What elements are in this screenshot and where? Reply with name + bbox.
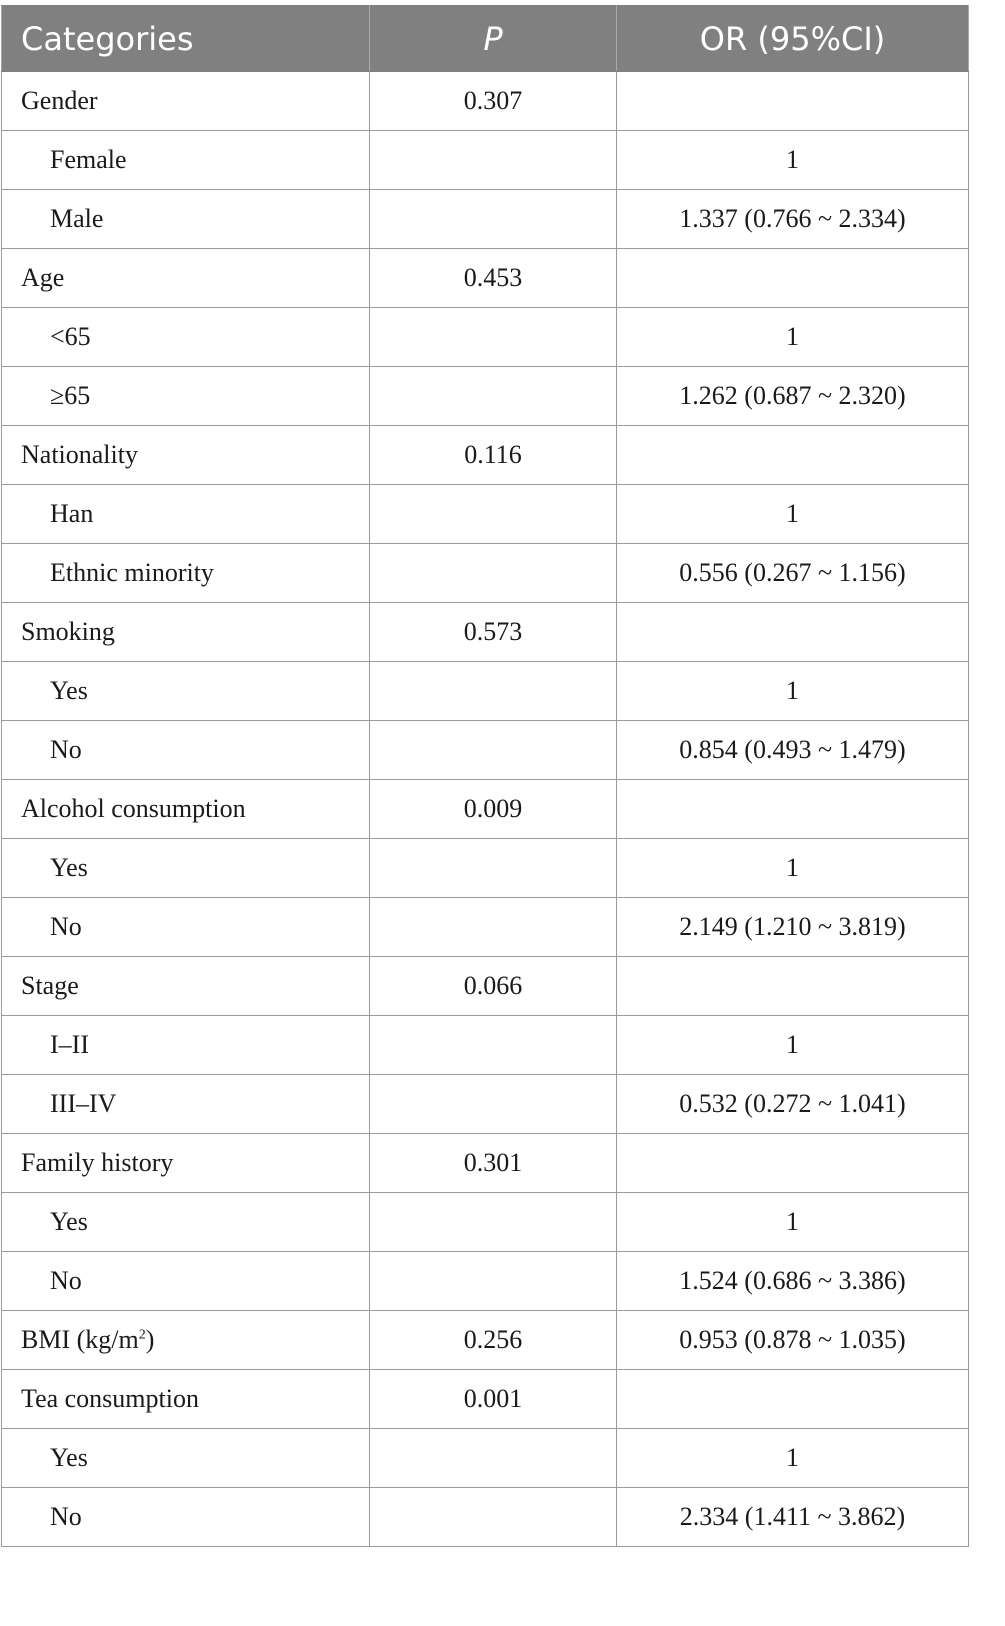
odds-ratio-cell <box>617 957 969 1016</box>
odds-ratio-cell: 1.262 (0.687 ~ 2.320) <box>617 367 969 426</box>
odds-ratio-cell <box>617 603 969 662</box>
table-row <box>2 662 969 721</box>
header-categories: Categories <box>2 6 370 72</box>
category-cell: Gender <box>2 72 370 131</box>
bmi-superscript: 2 <box>138 1327 146 1343</box>
category-cell: <65 <box>2 308 370 367</box>
p-value-cell <box>370 1075 617 1134</box>
odds-ratio-cell <box>617 780 969 839</box>
p-value-cell <box>370 839 617 898</box>
bmi-label-tail: ) <box>145 1325 155 1354</box>
category-cell: III–IV <box>2 1075 370 1134</box>
category-cell: Tea consumption <box>2 1370 370 1429</box>
table-row <box>2 367 969 426</box>
table-row <box>2 131 969 190</box>
table-row <box>2 308 969 367</box>
category-cell: Stage <box>2 957 370 1016</box>
category-cell: Ethnic minority <box>2 544 370 603</box>
category-cell: Male <box>2 190 370 249</box>
table-row <box>2 721 969 780</box>
p-value-cell <box>370 308 617 367</box>
category-cell: No <box>2 1488 370 1547</box>
p-value-cell <box>370 1252 617 1311</box>
odds-ratio-cell: 0.556 (0.267 ~ 1.156) <box>617 544 969 603</box>
odds-ratio-cell: 0.953 (0.878 ~ 1.035) <box>617 1311 969 1370</box>
category-cell: I–II <box>2 1016 370 1075</box>
p-value-cell <box>370 898 617 957</box>
p-value-cell: 0.307 <box>370 72 617 131</box>
odds-ratio-cell <box>617 1134 969 1193</box>
odds-ratio-cell <box>617 72 969 131</box>
odds-ratio-cell: 1.524 (0.686 ~ 3.386) <box>617 1252 969 1311</box>
odds-ratio-cell <box>617 1370 969 1429</box>
p-value-cell <box>370 721 617 780</box>
odds-ratio-cell: 1 <box>617 308 969 367</box>
table-row <box>2 1075 969 1134</box>
table-row <box>2 249 969 308</box>
p-value-cell <box>370 485 617 544</box>
odds-ratio-cell: 0.854 (0.493 ~ 1.479) <box>617 721 969 780</box>
category-cell: Family history <box>2 1134 370 1193</box>
odds-ratio-cell: 1 <box>617 662 969 721</box>
category-cell: Han <box>2 485 370 544</box>
table-row <box>2 898 969 957</box>
p-value-cell <box>370 662 617 721</box>
category-cell: Yes <box>2 1429 370 1488</box>
category-cell: Yes <box>2 662 370 721</box>
table-row <box>2 1016 969 1075</box>
p-value-cell <box>370 1016 617 1075</box>
results-table <box>1 5 969 1547</box>
category-cell: No <box>2 898 370 957</box>
p-value-cell: 0.066 <box>370 957 617 1016</box>
table-row <box>2 1488 969 1547</box>
p-value-cell <box>370 544 617 603</box>
p-value-cell <box>370 367 617 426</box>
table-row <box>2 780 969 839</box>
p-value-cell: 0.301 <box>370 1134 617 1193</box>
p-value-cell <box>370 1193 617 1252</box>
category-cell <box>2 1311 370 1370</box>
p-value-cell: 0.256 <box>370 1311 617 1370</box>
odds-ratio-cell: 2.334 (1.411 ~ 3.862) <box>617 1488 969 1547</box>
category-cell: Female <box>2 131 370 190</box>
odds-ratio-cell: 1 <box>617 1016 969 1075</box>
header-odds-ratio: OR (95%CI) <box>617 6 969 72</box>
p-value-cell: 0.009 <box>370 780 617 839</box>
table-row <box>2 1193 969 1252</box>
odds-ratio-cell: 1 <box>617 485 969 544</box>
category-cell: Nationality <box>2 426 370 485</box>
table-row <box>2 190 969 249</box>
odds-ratio-cell: 1 <box>617 1429 969 1488</box>
odds-ratio-cell: 1.337 (0.766 ~ 2.334) <box>617 190 969 249</box>
p-value-cell: 0.453 <box>370 249 617 308</box>
bmi-label: BMI (kg/m <box>21 1325 139 1354</box>
category-cell: Yes <box>2 839 370 898</box>
category-cell: Smoking <box>2 603 370 662</box>
odds-ratio-cell <box>617 249 969 308</box>
table-row <box>2 1370 969 1429</box>
category-cell: Yes <box>2 1193 370 1252</box>
category-cell: No <box>2 721 370 780</box>
p-value-cell <box>370 190 617 249</box>
header-row <box>2 6 969 72</box>
table-row <box>2 1134 969 1193</box>
table-row <box>2 426 969 485</box>
p-value-cell: 0.573 <box>370 603 617 662</box>
table-row <box>2 1311 969 1370</box>
odds-ratio-cell: 1 <box>617 1193 969 1252</box>
p-value-cell: 0.001 <box>370 1370 617 1429</box>
header-p-value: P <box>370 6 617 72</box>
p-value-cell <box>370 131 617 190</box>
p-value-cell: 0.116 <box>370 426 617 485</box>
odds-ratio-cell: 1 <box>617 131 969 190</box>
category-cell: ≥65 <box>2 367 370 426</box>
p-value-cell <box>370 1488 617 1547</box>
table-row <box>2 485 969 544</box>
table-row <box>2 839 969 898</box>
odds-ratio-cell: 2.149 (1.210 ~ 3.819) <box>617 898 969 957</box>
table-row <box>2 603 969 662</box>
table-row <box>2 72 969 131</box>
category-cell: No <box>2 1252 370 1311</box>
table-row <box>2 1252 969 1311</box>
table-row <box>2 1429 969 1488</box>
odds-ratio-cell <box>617 426 969 485</box>
odds-ratio-cell: 1 <box>617 839 969 898</box>
odds-ratio-cell: 0.532 (0.272 ~ 1.041) <box>617 1075 969 1134</box>
table-row <box>2 957 969 1016</box>
p-value-cell <box>370 1429 617 1488</box>
category-cell: Alcohol consumption <box>2 780 370 839</box>
table-row <box>2 544 969 603</box>
category-cell: Age <box>2 249 370 308</box>
